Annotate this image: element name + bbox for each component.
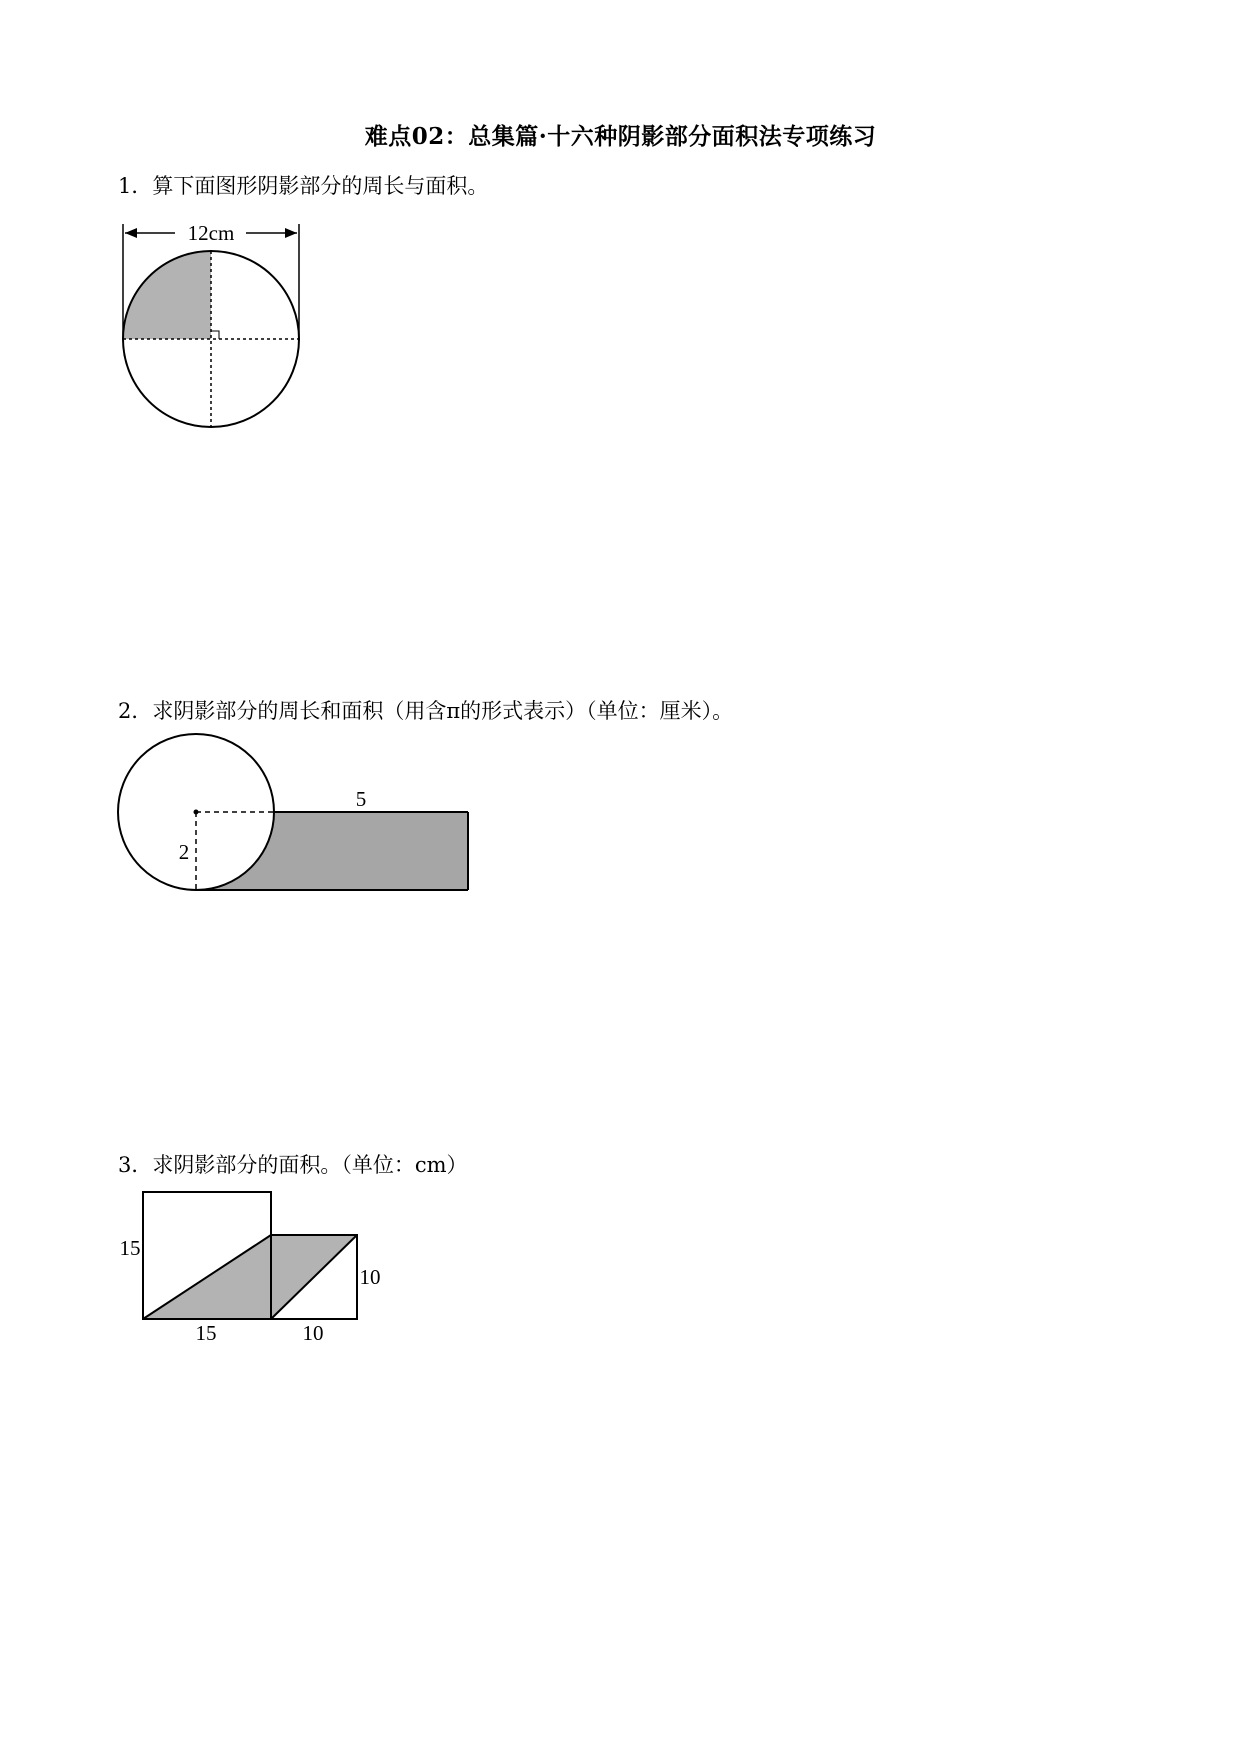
question-3	[118, 1149, 468, 1179]
diameter-label: 12cm	[187, 221, 235, 245]
figure-1-circle-quarter	[123, 221, 299, 427]
question-number: 2．	[118, 699, 153, 723]
right-width-label: 10	[302, 1321, 324, 1345]
question-2	[118, 695, 733, 725]
question-number: 3．	[118, 1153, 153, 1177]
figure-2-circle-rectangle	[118, 734, 468, 890]
length-label: 5	[355, 787, 367, 811]
page-title: 难点02：总集篇·十六种阴影部分面积法专项练习	[364, 123, 877, 150]
radius-label: 2	[178, 840, 190, 864]
left-width-label: 15	[195, 1321, 217, 1345]
arrowhead-left	[125, 228, 137, 238]
right-height-label: 10	[359, 1265, 381, 1289]
figure-3-two-squares	[120, 1192, 381, 1345]
question-text: 求阴影部分的面积。（单位：cm）	[152, 1153, 468, 1177]
arrowhead-right	[285, 228, 297, 238]
shaded-quarter	[123, 251, 211, 339]
question-text: 算下面图形阴影部分的周长与面积。	[152, 174, 489, 198]
left-height-label: 15	[119, 1236, 141, 1260]
question-number: 1．	[118, 174, 153, 198]
right-angle-marker	[211, 331, 219, 339]
question-text: 求阴影部分的周长和面积（用含π的形式表示）（单位：厘米）。	[152, 699, 734, 723]
